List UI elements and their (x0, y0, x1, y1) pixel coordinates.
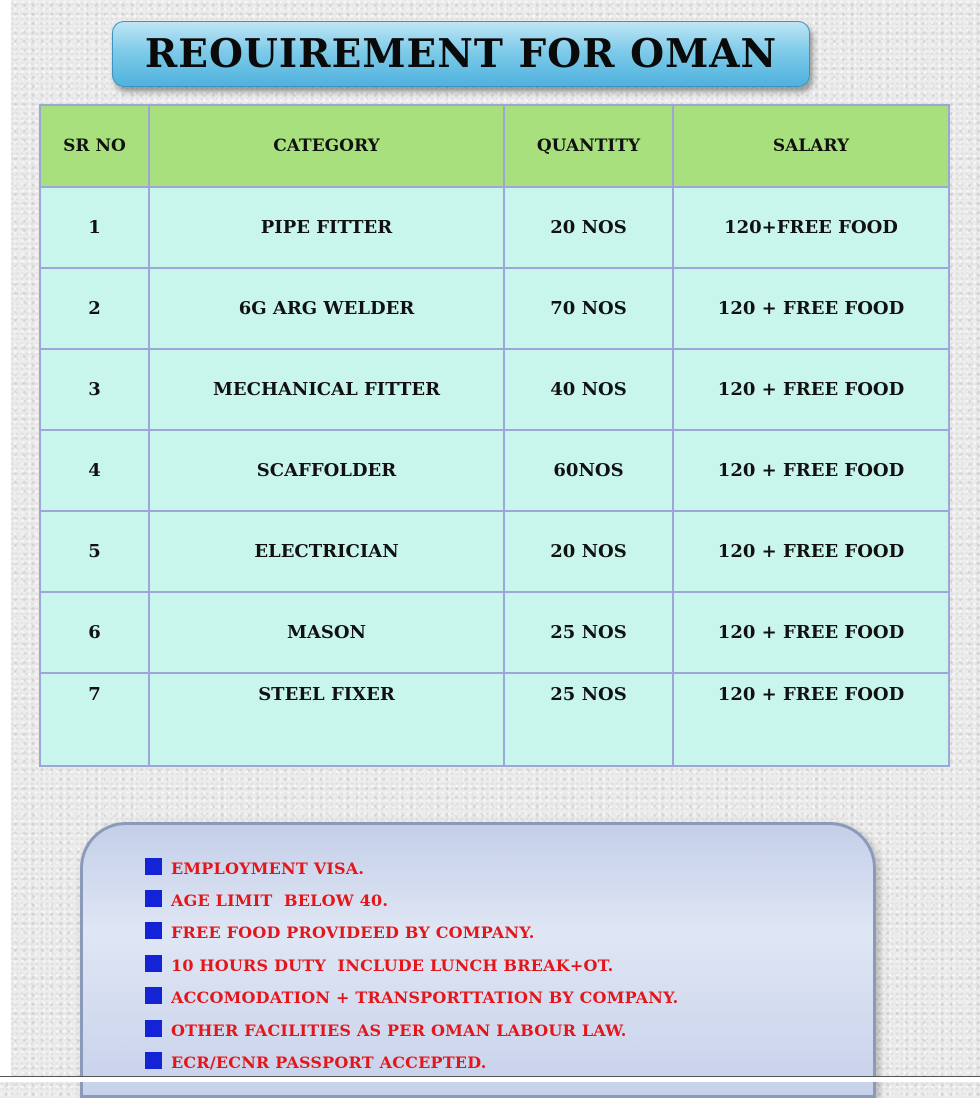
cell-quantity: 25 NOS (504, 592, 673, 673)
page-title: REOUIREMENT FOR OMAN (144, 31, 778, 77)
cell-salary: 120 + FREE FOOD (673, 430, 949, 511)
title-banner (112, 21, 810, 87)
table-row (40, 511, 949, 592)
list-item (145, 1046, 678, 1078)
list-item (145, 1014, 678, 1046)
cell-category: SCAFFOLDER (149, 430, 504, 511)
cell-sr-no: 7 (40, 673, 149, 766)
conditions-list (145, 852, 678, 1079)
condition-text: EMPLOYMENT VISA. (171, 858, 365, 878)
cell-quantity: 60NOS (504, 430, 673, 511)
cell-sr-no: 6 (40, 592, 149, 673)
square-bullet-icon (145, 1052, 162, 1069)
square-bullet-icon (145, 922, 162, 939)
header-quantity: QUANTITY (504, 105, 673, 187)
condition-text: FREE FOOD PROVIDEED BY COMPANY. (171, 923, 535, 943)
cell-salary: 120 + FREE FOOD (673, 268, 949, 349)
list-item (145, 982, 678, 1014)
cell-category: 6G ARG WELDER (149, 268, 504, 349)
cell-quantity: 70 NOS (504, 268, 673, 349)
square-bullet-icon (145, 1020, 162, 1037)
image-frame-bottom (0, 1076, 980, 1082)
cell-category: PIPE FITTER (149, 187, 504, 268)
square-bullet-icon (145, 987, 162, 1004)
cell-quantity: 20 NOS (504, 187, 673, 268)
condition-text: ECR/ECNR PASSPORT ACCEPTED. (171, 1053, 487, 1073)
table-row (40, 430, 949, 511)
cell-category: STEEL FIXER (149, 673, 504, 766)
cell-quantity: 25 NOS (504, 673, 673, 766)
cell-salary: 120 + FREE FOOD (673, 673, 949, 766)
table-row (40, 592, 949, 673)
table-row (40, 349, 949, 430)
cell-sr-no: 5 (40, 511, 149, 592)
cell-salary: 120 + FREE FOOD (673, 511, 949, 592)
square-bullet-icon (145, 858, 162, 875)
header-category: CATEGORY (149, 105, 504, 187)
requirements-table (39, 104, 950, 767)
cell-quantity: 40 NOS (504, 349, 673, 430)
list-item (145, 949, 678, 981)
square-bullet-icon (145, 890, 162, 907)
image-frame-left (0, 0, 11, 1081)
cell-sr-no: 3 (40, 349, 149, 430)
cell-salary: 120 + FREE FOOD (673, 349, 949, 430)
list-item (145, 852, 678, 884)
cell-salary: 120 + FREE FOOD (673, 592, 949, 673)
cell-category: MECHANICAL FITTER (149, 349, 504, 430)
list-item (145, 884, 678, 916)
header-sr-no: SR NO (40, 105, 149, 187)
cell-sr-no: 1 (40, 187, 149, 268)
cell-salary: 120+FREE FOOD (673, 187, 949, 268)
condition-text: ACCOMODATION + TRANSPORTTATION BY COMPANY. (171, 988, 679, 1008)
cell-category: MASON (149, 592, 504, 673)
cell-category: ELECTRICIAN (149, 511, 504, 592)
cell-sr-no: 2 (40, 268, 149, 349)
condition-text: OTHER FACILITIES AS PER OMAN LABOUR LAW. (171, 1020, 627, 1040)
condition-text: 10 HOURS DUTY INCLUDE LUNCH BREAK+OT. (171, 955, 614, 975)
table-row (40, 673, 949, 766)
header-salary: SALARY (673, 105, 949, 187)
table-header-row (40, 105, 949, 187)
table-row (40, 268, 949, 349)
cell-quantity: 20 NOS (504, 511, 673, 592)
square-bullet-icon (145, 955, 162, 972)
cell-sr-no: 4 (40, 430, 149, 511)
condition-text: AGE LIMIT BELOW 40. (171, 891, 389, 911)
table-row (40, 187, 949, 268)
list-item (145, 917, 678, 949)
